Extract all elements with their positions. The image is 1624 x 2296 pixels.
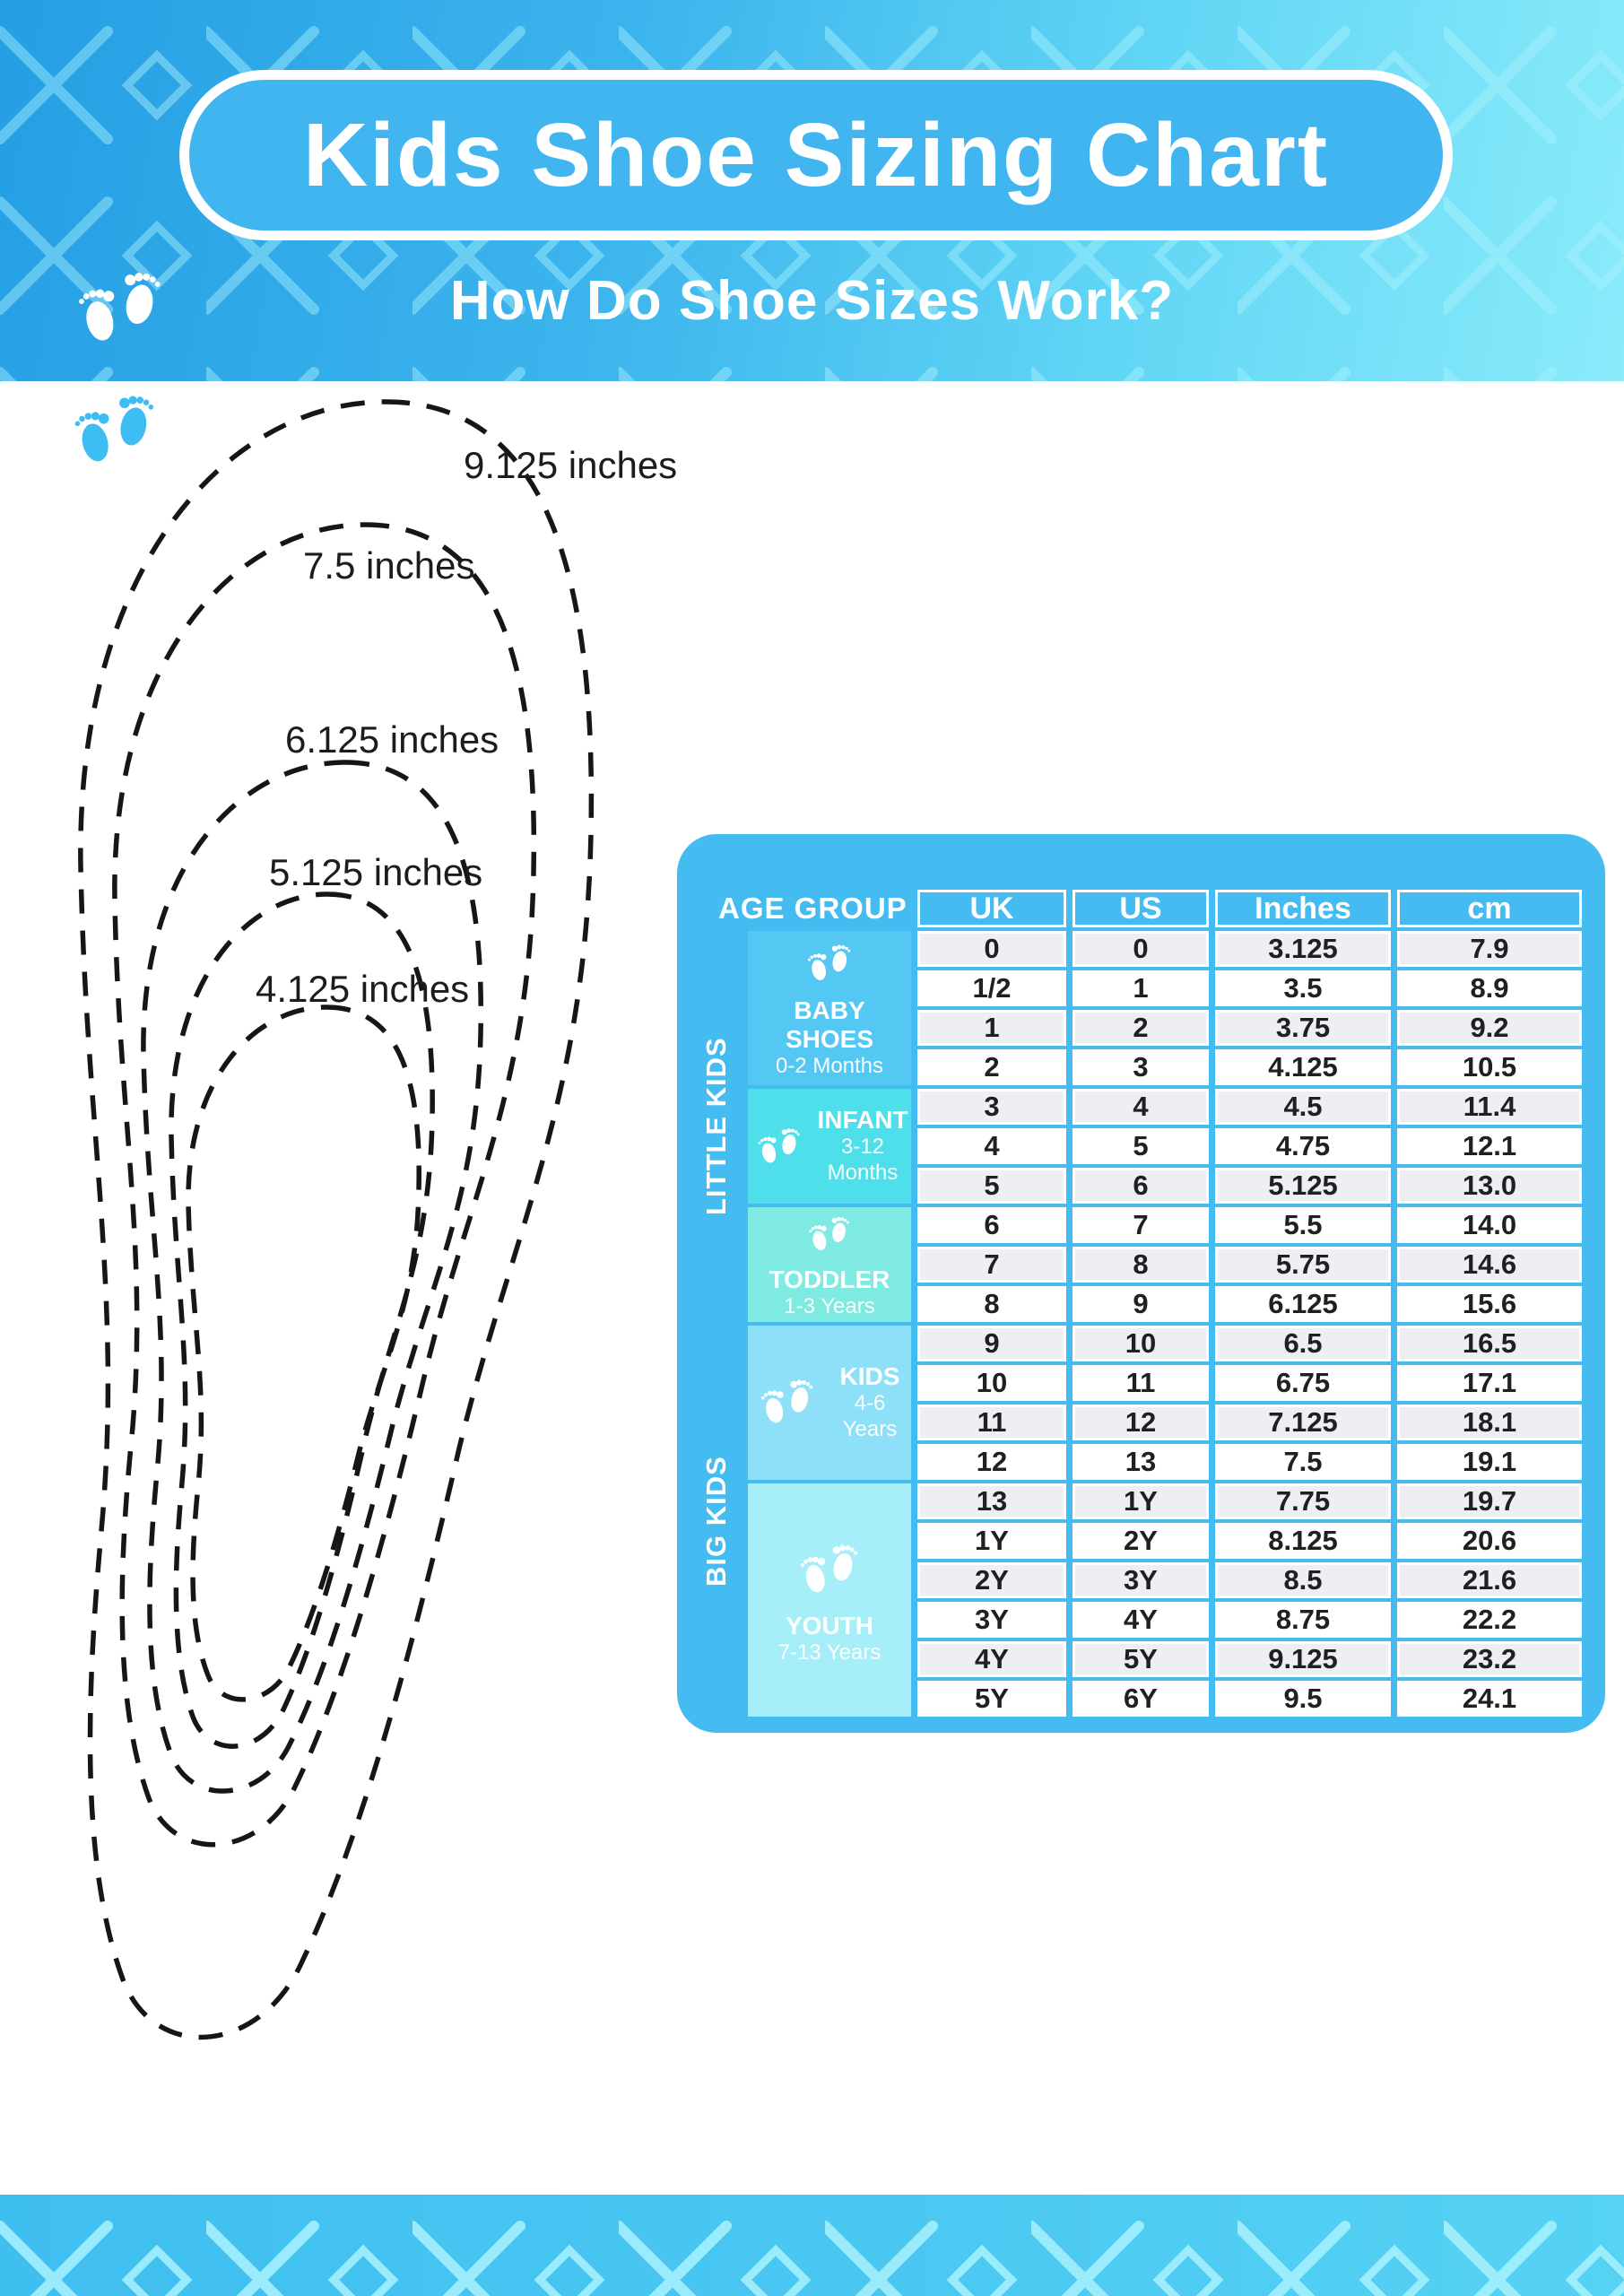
size-cell: 7.5 [1215,1444,1391,1480]
size-cell: 1 [917,1010,1066,1046]
size-cell: 16.5 [1397,1326,1582,1361]
footprints-icon [800,936,859,991]
size-cell: 7.9 [1397,931,1582,967]
size-cell: 6.125 [1215,1286,1391,1322]
age-group-cell-infant [748,1089,911,1204]
footprints-icon [63,257,178,361]
size-cell: 5 [917,1168,1066,1204]
size-cell: 19.1 [1397,1444,1582,1480]
size-cell: 4Y [917,1641,1066,1677]
footprints-icon [790,1534,869,1606]
size-cell: 3.5 [1215,970,1391,1006]
size-cell: 8 [1073,1247,1209,1283]
size-cell: 6 [917,1207,1066,1243]
size-cell: 5 [1073,1128,1209,1164]
size-chart-panel [677,834,1605,1733]
size-cell: 1Y [917,1523,1066,1559]
size-cell: 12 [1073,1405,1209,1440]
age-group-name: TODDLER [769,1265,890,1294]
size-cell: 1/2 [917,970,1066,1006]
side-label-big-kids: BIG KIDS [700,1456,732,1587]
size-cell: 1Y [1073,1483,1209,1519]
age-group-cell-kids [748,1326,911,1480]
column-header-uk: UK [917,890,1066,927]
size-cell: 4 [917,1128,1066,1164]
page-subtitle: How Do Shoe Sizes Work? [449,270,1175,332]
size-cell: 10.5 [1397,1049,1582,1085]
size-cell: 2Y [917,1562,1066,1598]
age-group-name: YOUTH [785,1611,873,1639]
size-cell: 5.125 [1215,1168,1391,1204]
size-cell: 18.1 [1397,1405,1582,1440]
outline-label-6125: 6.125 inches [285,718,499,761]
size-cell: 20.6 [1397,1523,1582,1559]
size-cell: 3Y [917,1602,1066,1638]
foot-outline-9125 [81,402,592,2037]
size-cell: 11 [917,1405,1066,1440]
size-cell: 14.0 [1397,1207,1582,1243]
size-cell: 9 [917,1326,1066,1361]
column-header-inches: Inches [1215,890,1391,927]
size-cell: 8 [917,1286,1066,1322]
foot-outline-4125 [188,1007,419,1700]
size-cell: 17.1 [1397,1365,1582,1401]
size-cell: 6.5 [1215,1326,1391,1361]
foot-outline-diagram [36,386,735,2197]
size-cell: 13 [917,1483,1066,1519]
size-cell: 5Y [917,1681,1066,1717]
size-cell: 4.75 [1215,1128,1391,1164]
size-cell: 7.75 [1215,1483,1391,1519]
foot-outline-6125 [143,762,481,1791]
size-cell: 13.0 [1397,1168,1582,1204]
size-cell: 2 [1073,1010,1209,1046]
size-cell: 10 [1073,1326,1209,1361]
outline-label-4125: 4.125 inches [256,968,470,1010]
size-cell: 5Y [1073,1641,1209,1677]
size-cell: 2 [917,1049,1066,1085]
footprints-icon [802,1209,857,1260]
side-label-little-kids: LITTLE KIDS [700,1037,732,1216]
size-cell: 1 [1073,970,1209,1006]
age-group-name: KIDS [839,1362,900,1391]
size-cell: 6Y [1073,1681,1209,1717]
outline-label-75: 7.5 inches [303,544,475,587]
size-cell: 9.125 [1215,1641,1391,1677]
footprints-icon [751,1370,823,1436]
size-cell: 2Y [1073,1523,1209,1559]
size-cell: 7 [917,1247,1066,1283]
size-cell: 14.6 [1397,1247,1582,1283]
size-cell: 4.125 [1215,1049,1391,1085]
size-cell: 7.125 [1215,1405,1391,1440]
size-cell: 8.5 [1215,1562,1391,1598]
size-cell: 9.2 [1397,1010,1582,1046]
age-group-range: 3-12 Months [827,1135,899,1186]
age-group-name: BABY SHOES [785,996,874,1053]
size-cell: 3 [1073,1049,1209,1085]
footer-pattern [0,2195,1624,2296]
size-cell: 5.75 [1215,1247,1391,1283]
footer-band [0,2195,1624,2296]
age-group-range: 7-13 Years [777,1640,881,1665]
title-pill [179,70,1453,240]
size-cell: 3Y [1073,1562,1209,1598]
age-group-range: 4-6 Years [842,1391,898,1442]
size-cell: 11 [1073,1365,1209,1401]
size-cell: 12 [917,1444,1066,1480]
size-cell: 9.5 [1215,1681,1391,1717]
size-cell: 22.2 [1397,1602,1582,1638]
size-cell: 7 [1073,1207,1209,1243]
age-group-range: 0-2 Months [775,1054,884,1079]
size-cell: 3.75 [1215,1010,1391,1046]
size-cell: 4.5 [1215,1089,1391,1125]
size-cell: 5.5 [1215,1207,1391,1243]
size-cell: 3 [917,1089,1066,1125]
age-group-header: AGE GROUP [718,891,908,925]
size-cell: 0 [1073,931,1209,967]
size-cell: 21.6 [1397,1562,1582,1598]
size-cell: 4 [1073,1089,1209,1125]
size-cell: 8.125 [1215,1523,1391,1559]
column-header-us: US [1073,890,1209,927]
size-cell: 9 [1073,1286,1209,1322]
column-header-cm: cm [1397,890,1582,927]
footprints-icon [751,1120,808,1173]
size-cell: 8.75 [1215,1602,1391,1638]
size-cell: 15.6 [1397,1286,1582,1322]
header-band [0,0,1624,381]
age-group-cell-toddler [748,1207,911,1322]
page-title: Kids Shoe Sizing Chart [302,104,1330,205]
age-group-name: INFANT [817,1106,908,1135]
size-cell: 19.7 [1397,1483,1582,1519]
size-cell: 13 [1073,1444,1209,1480]
size-cell: 11.4 [1397,1089,1582,1125]
size-cell: 10 [917,1365,1066,1401]
size-cell: 6 [1073,1168,1209,1204]
age-group-range: 1-3 Years [784,1294,875,1319]
age-group-cell-youth [748,1483,911,1717]
size-cell: 6.75 [1215,1365,1391,1401]
size-cell: 24.1 [1397,1681,1582,1717]
outline-label-9125: 9.125 inches [464,444,678,486]
size-cell: 8.9 [1397,970,1582,1006]
age-group-cell-baby-shoes [748,931,911,1085]
size-cell: 4Y [1073,1602,1209,1638]
size-cell: 0 [917,931,1066,967]
foot-outline-5125 [171,894,432,1746]
outline-label-5125: 5.125 inches [269,851,483,893]
size-cell: 23.2 [1397,1641,1582,1677]
size-grid [677,834,1605,1733]
size-cell: 3.125 [1215,931,1391,967]
size-cell: 12.1 [1397,1128,1582,1164]
